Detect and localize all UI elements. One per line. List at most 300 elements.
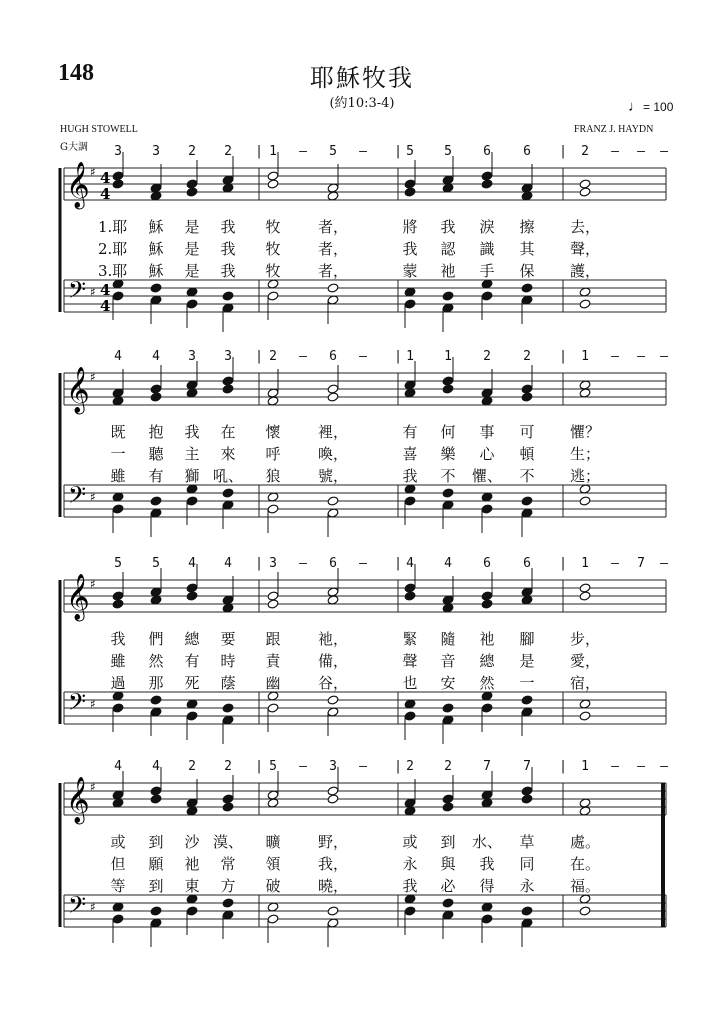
jianpu-note: 3 [224,349,232,364]
bass-note-head [404,299,416,309]
jianpu-note: – [660,759,668,774]
hymn-title: 耶穌牧我 [310,64,414,92]
lyric-syllable: 懼、 [471,467,503,485]
treble-note-head [222,802,234,812]
lyric-line [0,465,724,485]
lyric-syllable: 懷 [265,423,281,441]
treble-note-head [521,384,533,394]
lyric-syllable: 跟 [265,630,281,648]
jianpu-note: 1 [581,759,589,774]
jianpu-note: 5 [114,556,122,571]
bass-note-head [481,291,493,301]
bass-note-head [579,299,591,309]
lyric-line [0,853,724,873]
jianpu-note: 2 [406,759,414,774]
lyric-syllable: 呼 [265,445,281,463]
jianpu-note: – [299,349,307,364]
lyric-syllable: 領 [265,855,281,873]
jianpu-note: – [611,349,619,364]
lyric-syllable: 緊 [402,630,418,648]
lyric-syllable: 永 [519,877,535,895]
bass-note-head [222,291,234,301]
bass-clef-icon: 𝄢 [68,276,87,309]
lyric-syllable: 有 [402,423,418,441]
jianpu-barline: | [394,556,402,571]
lyric-syllable: 牧 [265,240,281,258]
bass-note-head [521,695,533,705]
bass-note-head [404,711,416,721]
bass-note-head [186,496,198,506]
lyric-syllable: 到 [148,877,164,895]
key-signature-label: G大調 [60,142,88,153]
lyric-syllable: 獅 [184,467,200,485]
lyric-line [0,238,724,258]
lyric-syllable: 擦 [519,218,535,236]
lyric-syllable: 是 [184,262,200,280]
jianpu-row [0,759,724,777]
lyric-syllable: 認 [440,240,456,258]
lyric-syllable: 雖 [110,467,126,485]
lyric-syllable: 我 [184,423,200,441]
lyric-syllable: 心 [479,445,495,463]
treble-note-head [267,591,279,601]
lyric-syllable: 然 [479,674,495,692]
lyric-syllable: 其 [519,240,535,258]
bass-note-head [112,914,124,924]
lyric-syllable: 護， [569,262,601,280]
jianpu-note: 7 [523,759,531,774]
lyric-syllable: 有 [148,467,164,485]
sharp-icon: ♯ [90,165,96,179]
lyric-syllable: 何 [440,423,456,441]
jianpu-note: 3 [329,759,337,774]
lyric-line [0,216,724,236]
treble-note-head [442,376,454,386]
lyric-syllable: 備， [317,652,349,670]
lyric-syllable: 保 [519,262,535,280]
bass-note-head [267,914,279,924]
jianpu-row [0,556,724,574]
lyric-syllable: 雖 [110,652,126,670]
lyric-syllable: 吼、 [212,467,244,485]
jianpu-note: – [611,144,619,159]
jianpu-note: 3 [269,556,277,571]
treble-clef-icon: 𝄞 [66,367,90,413]
treble-note-head [112,171,124,181]
jianpu-note: – [611,556,619,571]
treble-note-head [112,591,124,601]
bass-note-head [222,703,234,713]
jianpu-note: 6 [483,144,491,159]
jianpu-barline: | [559,144,567,159]
lyric-syllable: 聲， [569,240,601,258]
lyric-syllable: 祂 [479,630,495,648]
lyric-syllable: 祂 [440,262,456,280]
lyric-syllable: 我 [220,262,236,280]
jianpu-barline: | [394,144,402,159]
bass-note-head [327,496,339,506]
lyric-syllable: 死 [184,674,200,692]
lyric-line [0,421,724,441]
jianpu-note: 3 [152,144,160,159]
lyric-line [0,672,724,692]
lyric-syllable: 到 [148,833,164,851]
lyric-syllable: 我 [440,218,456,236]
lyric-syllable: 者， [317,240,349,258]
bass-note-head [186,906,198,916]
lyric-line [0,831,724,851]
bass-note-head [579,711,591,721]
lyric-syllable: 事 [479,423,495,441]
treble-note-head [222,794,234,804]
jianpu-note: 3 [188,349,196,364]
treble-clef-icon: 𝄞 [66,574,90,620]
lyric-syllable: 水、 [471,833,503,851]
lyric-syllable: 號， [317,467,349,485]
jianpu-note: 2 [269,349,277,364]
lyric-syllable: 我 [402,240,418,258]
lyric-syllable: 喚， [317,445,349,463]
jianpu-note: 3 [114,144,122,159]
bass-note-head [186,299,198,309]
lyric-syllable: 既 [110,423,126,441]
treble-note-head [222,376,234,386]
lyric-syllable: 淚 [479,218,495,236]
lyric-syllable: 方 [220,877,236,895]
sharp-icon: ♯ [90,285,96,299]
treble-note-head [404,591,416,601]
lyric-syllable: 在 [220,423,236,441]
treble-clef-icon: 𝄞 [66,777,90,823]
bass-note-head [481,914,493,924]
treble-note-head [112,179,124,189]
jianpu-barline: | [255,556,263,571]
lyric-syllable: 幽 [265,674,281,692]
lyric-syllable: 永 [402,855,418,873]
treble-note-head [186,591,198,601]
jianpu-barline: | [559,349,567,364]
bass-clef-icon: 𝄢 [68,481,87,514]
lyric-syllable: 牧 [265,218,281,236]
lyric-syllable: 生； [569,445,601,463]
lyric-syllable: 或 [402,833,418,851]
lyric-syllable: 喜 [402,445,418,463]
time-signature-bottom: 4 [100,185,111,203]
bass-note-head [186,711,198,721]
treble-note-head [404,179,416,189]
bass-note-head [222,898,234,908]
bass-note-head [442,291,454,301]
bass-note-head [112,291,124,301]
jianpu-note: 2 [444,759,452,774]
time-signature-top: 4 [100,169,111,187]
lyric-syllable: 可 [519,423,535,441]
jianpu-note: 4 [152,759,160,774]
treble-note-head [404,583,416,593]
jianpu-note: 1 [444,349,452,364]
lyric-syllable: 我 [220,218,236,236]
treble-note-head [327,392,339,402]
treble-note-head [579,583,591,593]
treble-note-head [186,187,198,197]
lyric-syllable: 願 [148,855,164,873]
jianpu-note: – [611,759,619,774]
lyric-syllable: 腳 [519,630,535,648]
lyric-syllable: 手 [479,262,495,280]
bass-note-head [267,504,279,514]
jianpu-note: 2 [188,144,196,159]
lyric-syllable: 去， [569,218,601,236]
bass-clef-icon: 𝄢 [68,891,87,924]
lyric-syllable: 祂 [184,855,200,873]
bass-note-head [327,283,339,293]
lyric-syllable: 步， [569,630,601,648]
bass-note-head [150,695,162,705]
jianpu-note: – [660,349,668,364]
lyric-syllable: 一 [519,674,535,692]
lyric-syllable: 主 [184,445,200,463]
bass-note-head [521,283,533,293]
lyric-syllable: 將 [402,218,418,236]
lyric-syllable: 安 [440,674,456,692]
jianpu-note: – [359,759,367,774]
lyric-syllable: 責 [265,652,281,670]
lyric-syllable: 穌 [148,218,164,236]
jianpu-note: 4 [444,556,452,571]
lyric-syllable: 抱 [148,423,164,441]
lyric-syllable: 我 [220,240,236,258]
lyric-syllable: 是 [184,240,200,258]
jianpu-note: 5 [444,144,452,159]
bass-note-head [481,504,493,514]
jianpu-note: 6 [483,556,491,571]
bass-note-head [404,906,416,916]
scripture-reference: (約10:3-4) [329,96,395,111]
lyric-syllable: 過 [110,674,126,692]
lyric-syllable: 同 [519,855,535,873]
lyric-syllable: 在。 [569,855,601,873]
sharp-icon: ♯ [90,577,96,591]
lyric-syllable: 們 [148,630,164,648]
bass-note-head [327,695,339,705]
lyric-syllable: 來 [220,445,236,463]
jianpu-note: 5 [152,556,160,571]
treble-note-head [150,794,162,804]
treble-note-head [186,583,198,593]
lyric-syllable: 宿， [569,674,601,692]
hymn-number: 148 [58,60,94,86]
jianpu-barline: | [255,349,263,364]
jianpu-barline: | [394,349,402,364]
lyric-syllable: 蔭 [220,674,236,692]
treble-note-head [442,794,454,804]
lyric-syllable: 我 [402,467,418,485]
bass-note-head [112,504,124,514]
treble-note-head [222,384,234,394]
treble-note-head [404,187,416,197]
lyric-syllable: 到 [440,833,456,851]
lyric-syllable: 破 [265,877,281,895]
lyric-syllable: 牧 [265,262,281,280]
lyric-syllable: 曉， [317,877,349,895]
bass-note-head [442,703,454,713]
jianpu-note: – [660,556,668,571]
lyric-line [0,628,724,648]
jianpu-note: 5 [329,144,337,159]
lyric-syllable: 逃； [569,467,601,485]
lyric-syllable: 但 [110,855,126,873]
lyric-syllable: 2.耶 [98,240,128,258]
treble-note-head [579,187,591,197]
treble-note-head [327,384,339,394]
jianpu-barline: | [255,144,263,159]
jianpu-row [0,349,724,367]
treble-note-head [579,179,591,189]
lyric-syllable: 沙 [184,833,200,851]
time-signature-bottom: 4 [100,297,111,315]
treble-note-head [579,591,591,601]
lyric-syllable: 草 [519,833,535,851]
lyric-syllable: 總 [184,630,200,648]
jianpu-note: – [299,759,307,774]
jianpu-note: – [299,556,307,571]
jianpu-note: 1 [269,144,277,159]
treble-note-head [481,591,493,601]
lyric-syllable: 識 [479,240,495,258]
lyric-syllable: 者， [317,218,349,236]
bass-note-head [267,291,279,301]
jianpu-note: – [637,144,645,159]
treble-note-head [481,179,493,189]
sharp-icon: ♯ [90,490,96,504]
treble-note-head [150,384,162,394]
jianpu-barline: | [559,759,567,774]
lyric-syllable: 不 [440,467,456,485]
treble-note-head [267,171,279,181]
jianpu-note: 7 [483,759,491,774]
treble-note-head [267,179,279,189]
treble-note-head [521,794,533,804]
treble-note-head [521,392,533,402]
jianpu-note: 1 [581,556,589,571]
lyric-line [0,443,724,463]
bass-note-head [150,496,162,506]
lyric-line [0,260,724,280]
jianpu-note: 5 [269,759,277,774]
lyric-syllable: 也 [402,674,418,692]
quarter-note-icon: ♩ [628,98,643,115]
lyric-syllable: 是 [184,218,200,236]
treble-clef-icon: 𝄞 [66,162,90,208]
lyric-syllable: 蒙 [402,262,418,280]
lyric-syllable: 聲 [402,652,418,670]
lyric-syllable: 1.耶 [98,218,128,236]
treble-note-head [150,786,162,796]
jianpu-note: 4 [114,349,122,364]
bass-note-head [521,496,533,506]
lyric-syllable: 東 [184,877,200,895]
bass-note-head [442,898,454,908]
jianpu-note: 4 [188,556,196,571]
jianpu-note: – [359,556,367,571]
jianpu-note: 2 [483,349,491,364]
treble-note-head [442,384,454,394]
lyric-syllable: 懼？ [569,423,601,441]
sharp-icon: ♯ [90,370,96,384]
jianpu-note: 2 [224,144,232,159]
treble-note-head [442,802,454,812]
bass-note-head [481,703,493,713]
jianpu-note: 6 [329,349,337,364]
jianpu-barline: | [394,759,402,774]
time-signature-top: 4 [100,281,111,299]
sharp-icon: ♯ [90,780,96,794]
jianpu-note: 4 [152,349,160,364]
composer-name: FRANZ J. HAYDN [574,124,654,135]
jianpu-note: 2 [581,144,589,159]
lyric-syllable: 裡， [317,423,349,441]
treble-note-head [112,599,124,609]
jianpu-note: – [359,349,367,364]
jianpu-note: 2 [188,759,196,774]
sharp-icon: ♯ [90,900,96,914]
bass-note-head [404,496,416,506]
lyric-syllable: 總 [479,652,495,670]
jianpu-note: 1 [406,349,414,364]
lyric-syllable: 聽 [148,445,164,463]
bass-note-head [521,906,533,916]
treble-note-head [150,392,162,402]
lyric-syllable: 狼 [265,467,281,485]
treble-note-head [267,599,279,609]
treble-note-head [521,786,533,796]
jianpu-note: – [359,144,367,159]
lyric-syllable: 或 [110,833,126,851]
bass-note-head [327,906,339,916]
bass-note-head [442,488,454,498]
tempo-value: = 100 [643,100,674,114]
jianpu-note: 2 [523,349,531,364]
jianpu-note: 6 [523,556,531,571]
bass-note-head [150,906,162,916]
lyric-syllable: 漠、 [212,833,244,851]
bass-note-head [579,906,591,916]
lyric-syllable: 我 [110,630,126,648]
treble-note-head [327,786,339,796]
jianpu-barline: | [255,759,263,774]
bass-note-head [222,488,234,498]
treble-note-head [327,794,339,804]
sharp-icon: ♯ [90,697,96,711]
lyric-line [0,875,724,895]
jianpu-note: 2 [224,759,232,774]
lyric-syllable: 我 [402,877,418,895]
lyric-syllable: 與 [440,855,456,873]
lyric-syllable: 3.耶 [98,262,128,280]
bass-note-head [267,703,279,713]
lyric-syllable: 常 [220,855,236,873]
lyric-syllable: 祂， [317,630,349,648]
jianpu-row [0,144,724,162]
lyric-syllable: 曠 [265,833,281,851]
lyric-syllable: 者， [317,262,349,280]
bass-note-head [112,703,124,713]
lyric-syllable: 得 [479,877,495,895]
lyric-syllable: 然 [148,652,164,670]
jianpu-note: 6 [523,144,531,159]
lyric-syllable: 時 [220,652,236,670]
lyric-syllable: 穌 [148,262,164,280]
